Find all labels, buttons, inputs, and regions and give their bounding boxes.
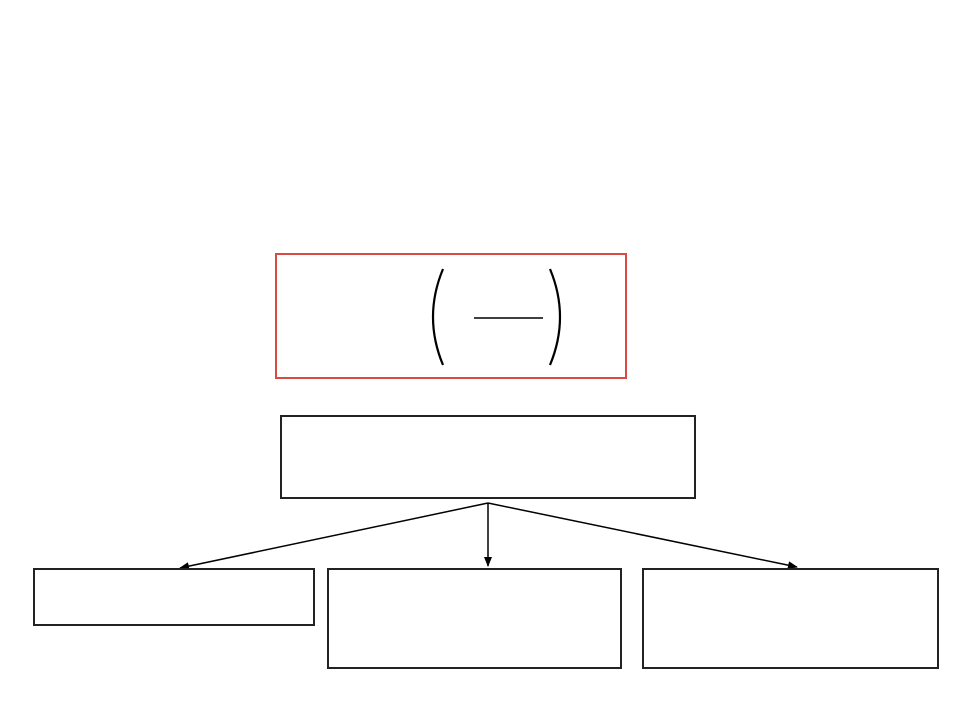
group-box-piv xyxy=(327,568,622,669)
classification-root-box xyxy=(280,415,696,499)
group-box-pav xyxy=(33,568,315,626)
group-box-pidv xyxy=(642,568,939,669)
arrow-to-pidv xyxy=(488,503,797,567)
arrow-to-pav xyxy=(180,503,488,568)
